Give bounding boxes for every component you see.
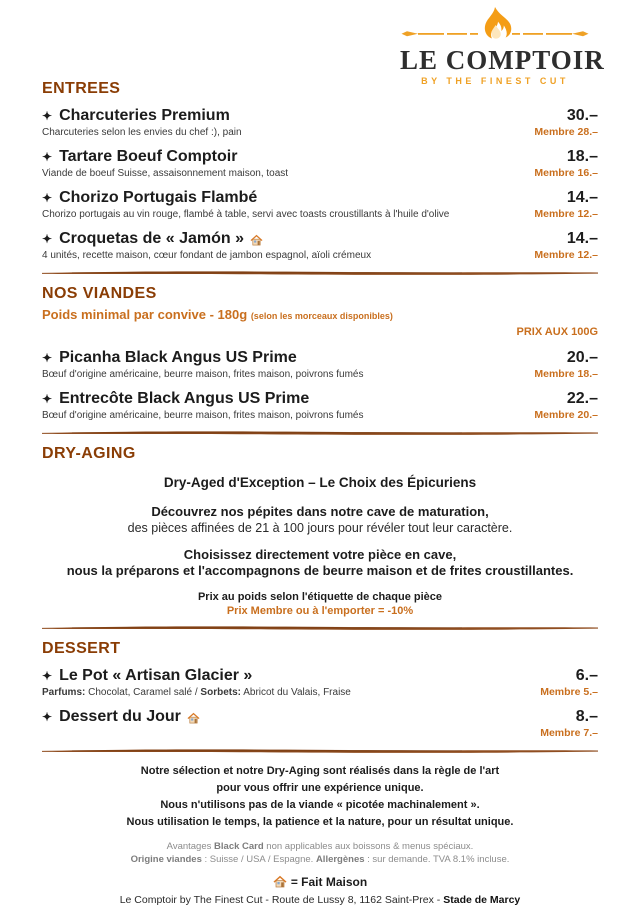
member-price: Membre 12.– [534,208,598,220]
dry-aging-member-note: Prix Membre ou à l'emporter = -10% [226,605,414,617]
dry-aging-price-note: Prix au poids selon l'étiquette de chaque pièce [197,591,443,603]
note-origine [42,853,598,866]
item-price: 6.– [575,667,598,684]
section-title-viandes: NOS VIANDES [42,285,157,302]
menu-item-dessert-du-jour [42,707,598,740]
member-price: Membre 5.– [540,686,598,698]
member-price: Membre 20.– [534,409,598,421]
parfums-label: Parfums: [42,687,86,698]
item-name: Charcuteries Premium [59,107,230,124]
menu-item-croquetas [42,229,598,262]
item-price: 30.– [566,107,598,124]
item-title [42,147,288,167]
item-left [42,147,288,180]
note-bold: Allergènes [315,854,365,865]
item-description [42,686,351,699]
address-location-bold: Stade de Marcy [443,894,521,905]
philosophy-text [42,763,598,831]
menu-item-chorizo [42,188,598,221]
philosophy-line: pour vous offrir une expérience unique. [216,782,424,794]
item-name: Dessert du Jour [59,708,181,725]
price-basis-label: PRIX AUX 100G [516,326,598,338]
bullet-icon: ✦ [42,351,53,365]
section-divider [42,430,598,436]
philosophy-line: Notre sélection et notre Dry-Aging sont réalisés dans la règle de l'art [140,765,500,777]
member-price: Membre 12.– [534,249,598,261]
item-left [42,389,364,422]
fait-maison-house-icon [250,234,263,246]
fait-maison-house-icon [187,712,200,724]
menu-item-pot-glacier [42,666,598,699]
menu-item-picanha [42,348,598,381]
bullet-icon: ✦ [42,669,53,683]
bullet-icon: ✦ [42,109,53,123]
note-bold: Black Card [214,841,264,852]
section-title-dry-aging: DRY-AGING [42,445,136,462]
item-description: Chorizo portugais au vin rouge, flambé à table, servi avec toasts croustillants à l'huile d'olive [42,209,450,220]
fait-maison-label: = Fait Maison [290,875,368,889]
section-divider [42,270,598,276]
restaurant-logo [400,6,605,86]
restaurant-address [42,893,598,905]
bullet-icon: ✦ [42,392,53,406]
bullet-icon: ✦ [42,191,53,205]
item-price: 18.– [566,148,598,165]
item-right [534,389,598,422]
item-name: Croquetas de « Jamón » [59,230,245,247]
brushstroke-divider-icon [42,748,598,754]
brushstroke-divider-icon [42,430,598,436]
item-price: 20.– [566,349,598,366]
note-black-card [42,840,598,853]
item-price: 8.– [575,708,598,725]
item-right [534,229,598,262]
item-right [540,707,598,740]
item-left [42,707,200,740]
item-name: Chorizo Portugais Flambé [59,189,258,206]
dry-aging-para2-line1: Choisissez directement votre pièce en cave, [183,547,457,562]
item-title [42,348,364,368]
bullet-icon: ✦ [42,232,53,246]
note-text: non applicables aux boissons & menus spéciaux. [263,841,474,852]
section-divider [42,748,598,754]
section-title-dessert: DESSERT [42,640,121,657]
viandes-subtitle-note: (selon les morceaux disponibles) [250,311,393,321]
item-left [42,106,242,139]
member-price: Membre 7.– [540,727,598,739]
item-left [42,229,371,262]
item-right [534,348,598,381]
menu-item-charcuteries [42,106,598,139]
flame-skewers-icon [400,6,590,40]
dry-aging-headline: Dry-Aged d'Exception – Le Choix des Épicuriens [163,475,477,490]
item-left [42,188,449,221]
note-text: Avantages [166,841,215,852]
dry-aging-text [42,475,598,618]
parfums-value: Chocolat, Caramel salé / [85,687,201,698]
item-title [42,106,242,126]
item-description: Bœuf d'origine américaine, beurre maison, frites maison, poivrons fumés [42,369,364,380]
item-right [534,106,598,139]
address-text: Le Comptoir by The Finest Cut - Route de Lussy 8, 1162 Saint-Prex - [119,894,444,905]
item-name: Picanha Black Angus US Prime [59,349,297,366]
item-price: 14.– [566,230,598,247]
item-description: Charcuteries selon les envies du chef :), pain [42,127,242,138]
item-right [540,666,598,699]
item-description: Viande de boeuf Suisse, assaisonnement maison, toast [42,168,289,179]
dry-aging-para1-bold: Découvrez nos pépites dans notre cave de maturation, [151,504,489,519]
item-right [534,188,598,221]
dry-aging-para2-line2: nous la préparons et l'accompagnons de beurre maison et de frites croustillantes. [66,563,574,578]
item-description: 4 unités, recette maison, cœur fondant de jambon espagnol, aïoli crémeux [42,250,372,261]
item-title [42,666,351,686]
brushstroke-divider-icon [42,270,598,276]
member-price: Membre 18.– [534,368,598,380]
legal-notes [42,840,598,866]
note-text: : sur demande. TVA 8.1% incluse. [364,854,510,865]
viandes-subtitle-main: Poids minimal par convive - 180g [42,307,248,322]
item-price: 14.– [566,189,598,206]
item-title [42,389,364,409]
sorbets-label: Sorbets: [200,687,241,698]
item-right [534,147,598,180]
item-description: Bœuf d'origine américaine, beurre maison, frites maison, poivrons fumés [42,410,364,421]
note-bold: Origine viandes [130,854,202,865]
spacer [42,536,598,547]
member-price: Membre 16.– [534,167,598,179]
item-title [42,188,449,208]
bullet-icon: ✦ [42,150,53,164]
section-title-entrees: ENTREES [42,80,121,97]
menu-item-entrecote [42,389,598,422]
item-left [42,666,351,699]
logo-title: LE COMPTOIR [400,45,605,75]
bullet-icon: ✦ [42,710,53,724]
item-name: Tartare Boeuf Comptoir [59,148,238,165]
fait-maison-house-icon [273,875,287,888]
member-price: Membre 28.– [534,126,598,138]
philosophy-line: Nous n'utilisons pas de la viande « picotée machinalement ». [160,799,480,811]
dry-aging-para1-reg: des pièces affinées de 21 à 100 jours pour révéler tout leur caractère. [127,521,513,535]
item-price: 22.– [566,390,598,407]
sorbets-value: Abricot du Valais, Fraise [240,687,351,698]
item-name: Le Pot « Artisan Glacier » [59,667,253,684]
viandes-subtitle [42,307,598,324]
menu-item-tartare [42,147,598,180]
fait-maison-legend [42,873,598,890]
note-text: : Suisse / USA / Espagne. [201,854,316,865]
brushstroke-divider-icon [42,625,598,631]
item-title [42,229,371,249]
item-title [42,707,200,727]
logo-subtitle: BY THE FINEST CUT [421,76,569,86]
item-name: Entrecôte Black Angus US Prime [59,390,310,407]
philosophy-line: Nous utilisation le temps, la patience et la nature, pour un résultat unique. [126,816,514,828]
section-divider [42,625,598,631]
item-left [42,348,364,381]
